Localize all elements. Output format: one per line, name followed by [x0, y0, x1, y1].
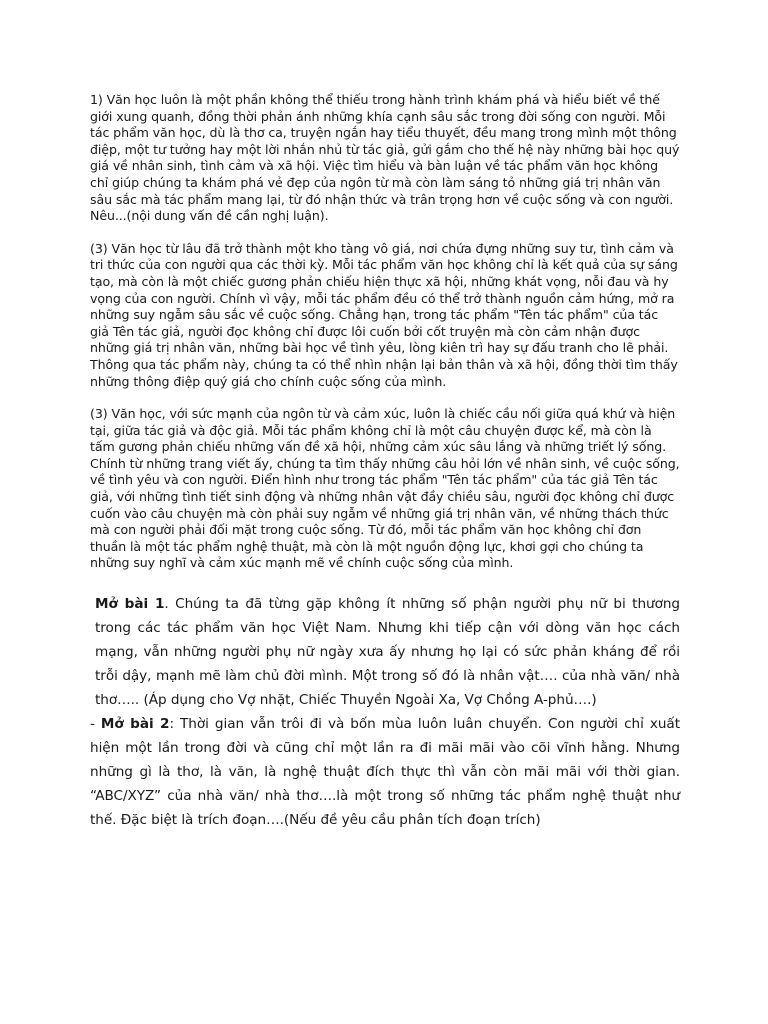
intro-1-label: Mở bài 1	[95, 596, 165, 613]
intro-2	[90, 712, 680, 832]
paragraph-3: (3) Văn học, với sức mạnh của ngôn từ và cảm xúc, luôn là chiếc cầu nối giữa quá khứ và hiện tại, giữa tác giả và độc giả. Mỗi tác phẩm không chỉ là một câu chuyện được kể, mà còn là tấm gương phản chiếu những vấn đề xã hội, những cảm xúc sâu lắng và những triết lý sống. Chính từ những trang viết ấy, chúng ta tìm thấy những câu hỏi lớn về nhân sinh, về cuộc sống, về tình yêu và con người. Điển hình như trong tác phẩm "Tên tác phẩm" của tác giả Tên tác giả, với những tình tiết sinh động và những nhân vật đầy chiều sâu, người đọc không chỉ được cuốn vào câu chuyện mà còn phải suy ngẫm về những giá trị nhân văn, về những thách thức mà con người phải đối mặt trong cuộc sống. Từ đó, mỗi tác phẩm văn học không chỉ đơn thuần là một tác phẩm nghệ thuật, mà còn là một nguồn động lực, khơi gợi cho chúng ta những suy nghĩ và cảm xúc mạnh mẽ về chính cuộc sống của mình.	[90, 406, 680, 571]
intro-section	[90, 592, 680, 832]
intro-2-label: Mở bài 2	[100, 716, 170, 733]
document-page	[90, 92, 680, 832]
intro-1-text: . Chúng ta đã từng gặp không ít những số phận người phụ nữ bi thương trong các tác phẩm văn học Việt Nam. Nhưng khi tiếp cận với dòng văn học cách mạng, vẫn những người phụ nữ ngày xưa ấy nhưng họ lại có sức phản kháng để rồi trỗi dậy, mạnh mẽ làm chủ đời mình. Một trong số đó là nhân vật…. của nhà văn/ nhà thơ….. (Áp dụng cho Vợ nhặt, Chiếc Thuyền Ngoài Xa, Vợ Chồng A-phủ….)	[95, 596, 680, 709]
paragraph-2: (3) Văn học từ lâu đã trở thành một kho tàng vô giá, nơi chứa đựng những suy tư, tình cảm và tri thức của con người qua các thời kỳ. Mỗi tác phẩm văn học không chỉ là kết quả của sự sáng tạo, mà còn là một chiếc gương phản chiếu hiện thực xã hội, những khát vọng, nỗi đau và hy vọng của con người. Chính vì vậy, mỗi tác phẩm đều có thể trở thành nguồn cảm hứng, mở ra những suy ngẫm sâu sắc về cuộc sống. Chẳng hạn, trong tác phẩm "Tên tác phẩm" của tác giả Tên tác giả, người đọc không chỉ được lôi cuốn bởi cốt truyện mà còn cảm nhận được những giá trị nhân văn, những bài học về tình yêu, lòng kiên trì hay sự đấu tranh cho lẽ phải. Thông qua tác phẩm này, chúng ta có thể nhìn nhận lại bản thân và xã hội, đồng thời tìm thấy những thông điệp quý giá cho chính cuộc sống của mình.	[90, 240, 678, 389]
intro-2-prefix: -	[90, 716, 101, 733]
intro-1	[90, 592, 680, 712]
paragraph-1: 1) Văn học luôn là một phần không thể thiếu trong hành trình khám phá và hiểu biết về thế giới xung quanh, đồng thời phản ánh những khía cạnh sâu sắc trong đời sống con người. Mỗi tác phẩm văn học, dù là thơ ca, truyện ngắn hay tiểu thuyết, đều mang trong mình một thông điệp, một tư tưởng hay một lời nhắn nhủ từ tác giả, gửi gắm cho thế hệ này những bài học quý giá về nhân sinh, tình cảm và xã hội. Việc tìm hiểu và bàn luận về tác phẩm văn học không chỉ giúp chúng ta khám phá vẻ đẹp của ngôn từ mà còn làm sáng tỏ những giá trị nhân văn sâu sắc mà tác phẩm mang lại, từ đó nhận thức và trân trọng hơn về cuộc sống và con người. Nêu...(nội dung vấn đề cần nghị luận).	[90, 92, 680, 224]
intro-2-text: : Thời gian vẫn trôi đi và bốn mùa luôn luân chuyển. Con người chỉ xuất hiện một lần trong đời và cũng chỉ một lần ra đi mãi mãi vào cõi vĩnh hằng. Nhưng những gì là thơ, là văn, là nghệ thuật đích thực thì vẫn còn mãi mãi với thời gian. “ABC/XYZ” của nhà văn/ nhà thơ….là một trong số những tác phẩm nghệ thuật như thế. Đặc biệt là trích đoạn….(Nếu đề yêu cầu phân tích đoạn trích)	[90, 716, 680, 829]
